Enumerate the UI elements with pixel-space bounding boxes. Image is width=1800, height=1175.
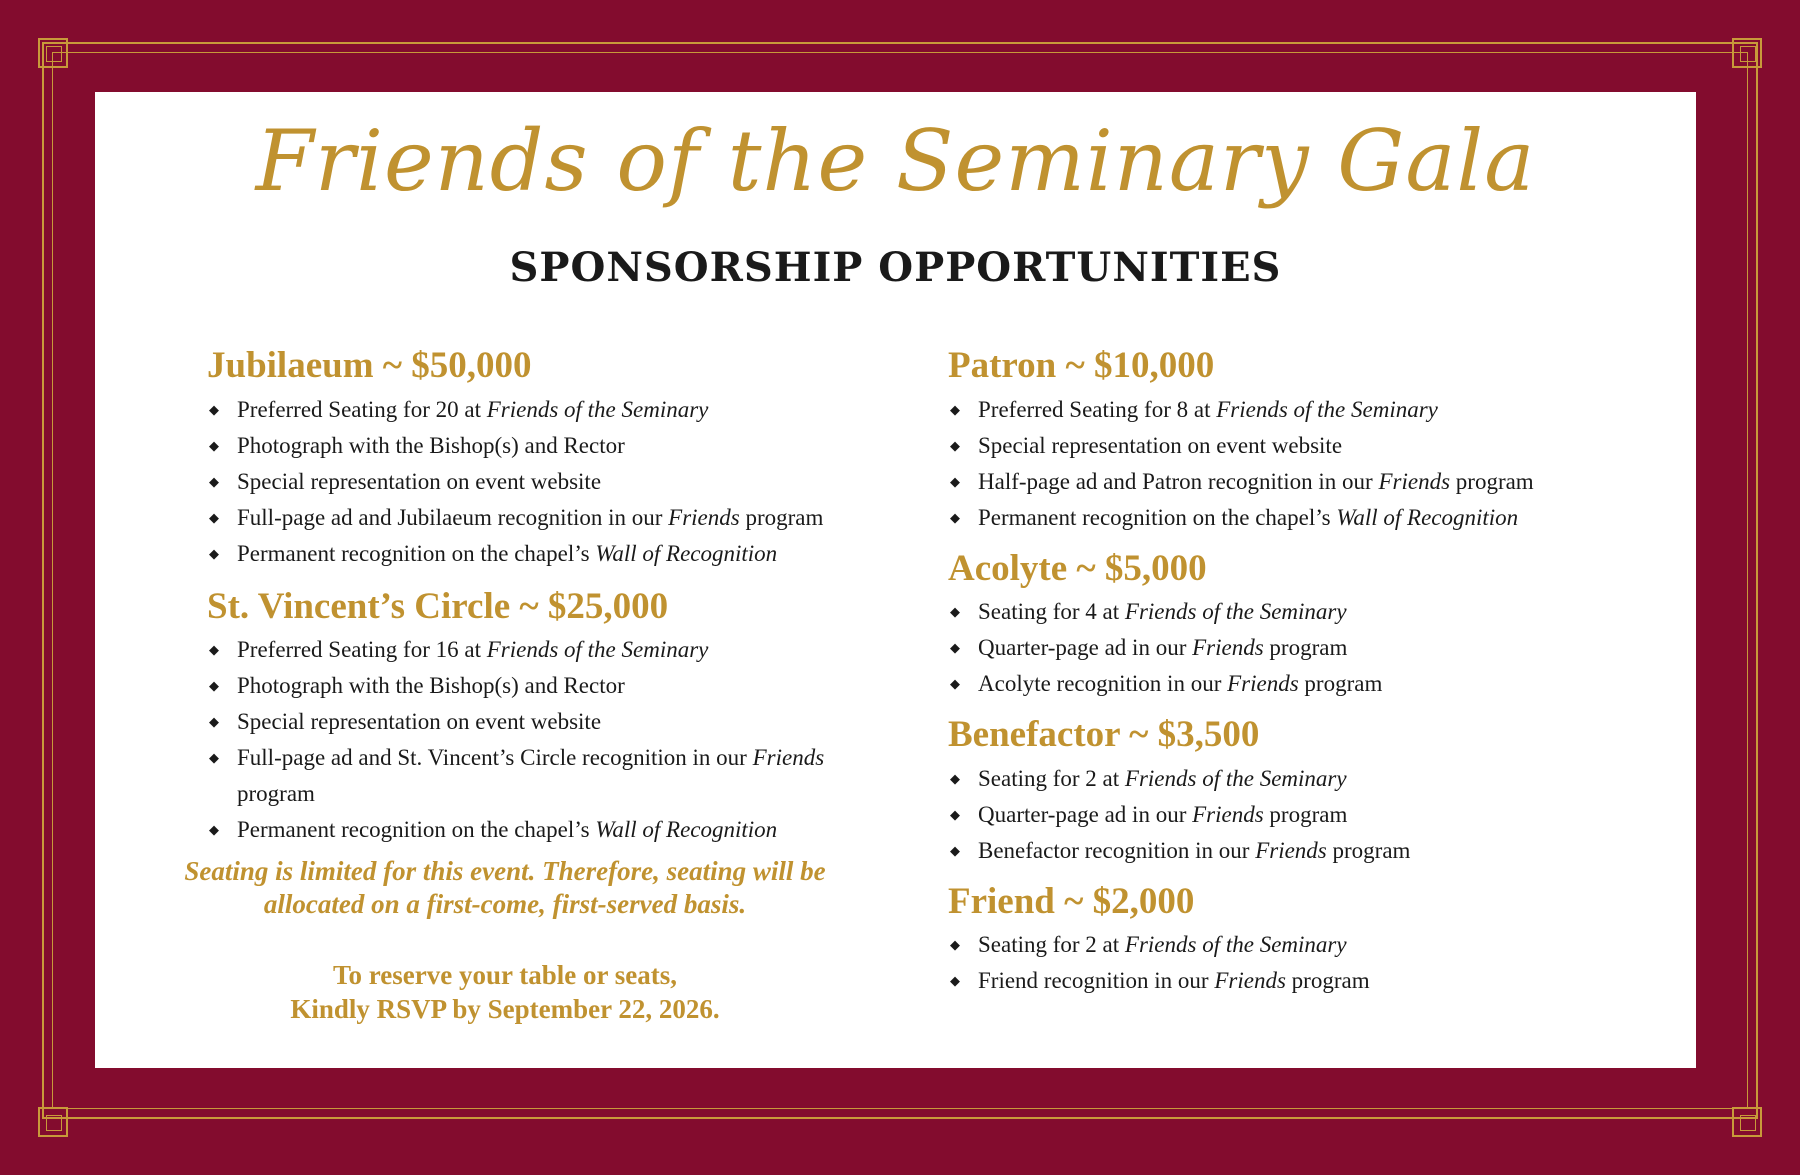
benefit-italic-text: Friends of the Seminary (486, 637, 709, 663)
benefit-item (207, 740, 857, 812)
benefit-item (948, 927, 1648, 963)
diamond-bullet-icon: ◆ (950, 676, 960, 692)
benefit-item (948, 464, 1648, 500)
benefit-text: Special representation on event website (237, 709, 602, 735)
diamond-bullet-icon: ◆ (209, 545, 219, 561)
diamond-bullet-icon: ◆ (209, 509, 219, 525)
benefit-italic-text: Friends (1192, 801, 1264, 827)
tier-heading (207, 586, 927, 629)
benefit-text: Full-page ad and Jubilaeum recognition in our (237, 504, 669, 530)
right-column (948, 345, 1648, 999)
diamond-bullet-icon: ◆ (950, 937, 960, 953)
benefit-item (948, 666, 1648, 702)
benefit-list (207, 632, 927, 848)
tier-amount: ~ $50,000 (382, 345, 532, 386)
tier-amount: ~ $3,500 (1129, 714, 1260, 756)
benefit-text: Seating for 2 at (978, 765, 1125, 791)
benefit-item (207, 812, 857, 848)
benefit-text: Seating for 4 at (978, 599, 1125, 625)
benefit-text-suffix: program (1326, 837, 1411, 863)
benefit-text: Permanent recognition on the chapel’s (237, 817, 596, 843)
benefit-italic-text: Wall of Recognition (1336, 504, 1519, 530)
tier-friend (948, 881, 1648, 1000)
diamond-bullet-icon: ◆ (950, 401, 960, 417)
diamond-bullet-icon: ◆ (209, 642, 219, 658)
benefit-text-suffix: program (739, 504, 824, 530)
benefit-item (948, 761, 1648, 797)
benefit-text: Full-page ad and St. Vincent’s Circle recognition in our (237, 745, 753, 771)
tier-name: St. Vincent’s Circle (207, 585, 511, 627)
benefit-text: Preferred Seating for 8 at (978, 396, 1217, 422)
benefit-item (207, 536, 857, 572)
benefit-text-suffix: program (1285, 968, 1370, 994)
benefit-item (948, 833, 1648, 869)
benefit-italic-text: Friends of the Seminary (1124, 765, 1347, 791)
corner-ornament-bottom-right (1732, 1107, 1762, 1137)
benefit-list (207, 392, 927, 572)
diamond-bullet-icon: ◆ (950, 604, 960, 620)
rsvp-block (155, 958, 855, 1026)
tier-amount: ~ $5,000 (1076, 547, 1207, 589)
benefit-list (948, 927, 1648, 999)
benefit-text-suffix: program (1298, 671, 1383, 697)
benefit-text: Photograph with the Bishop(s) and Rector (237, 432, 625, 458)
rsvp-line-2: Kindly RSVP by September 22, 2026. (290, 994, 720, 1024)
tier-name: Patron (948, 345, 1057, 386)
rsvp-line-1: To reserve your table or seats, (333, 960, 677, 990)
diamond-bullet-icon: ◆ (209, 714, 219, 730)
sponsorship-heading: SPONSORSHIP OPPORTUNITIES (509, 244, 1282, 291)
tier-amount: ~ $25,000 (519, 585, 669, 627)
tier-patron (948, 345, 1648, 536)
benefit-item (207, 464, 857, 500)
benefit-text-suffix: program (237, 781, 315, 807)
diamond-bullet-icon: ◆ (950, 973, 960, 989)
benefit-text: Quarter-page ad in our (978, 635, 1193, 661)
gala-title: Friends of the Seminary Gala (255, 112, 1536, 210)
tier-benefactor (948, 714, 1648, 869)
tier-amount: ~ $2,000 (1064, 880, 1195, 922)
tier-name: Benefactor (948, 714, 1120, 756)
benefit-item (207, 500, 857, 536)
benefit-text: Permanent recognition on the chapel’s (978, 504, 1337, 530)
benefit-italic-text: Friends (1378, 468, 1451, 494)
tier-acolyte (948, 548, 1648, 703)
benefit-italic-text: Friends of the Seminary (486, 396, 709, 422)
benefit-item (207, 392, 857, 428)
corner-ornament-top-left (38, 38, 68, 68)
benefit-list (948, 761, 1648, 869)
benefit-text: Preferred Seating for 16 at (237, 637, 487, 663)
diamond-bullet-icon: ◆ (950, 770, 960, 786)
benefit-text: Seating for 2 at (978, 932, 1125, 958)
benefit-text-suffix: program (1450, 468, 1534, 494)
benefit-text: Preferred Seating for 20 at (237, 396, 487, 422)
benefit-list (948, 392, 1648, 536)
diamond-bullet-icon: ◆ (209, 473, 219, 489)
tier-name: Friend (948, 880, 1055, 922)
tier-st-vincent-s-circle (207, 586, 927, 849)
corner-ornament-top-right (1732, 38, 1762, 68)
benefit-item (207, 632, 857, 668)
benefit-italic-text: Friends of the Seminary (1216, 396, 1438, 422)
diamond-bullet-icon: ◆ (209, 678, 219, 694)
benefit-italic-text: Wall of Recognition (595, 540, 778, 566)
tier-amount: ~ $10,000 (1065, 345, 1215, 386)
benefit-item (207, 668, 857, 704)
tier-name: Jubilaeum (207, 345, 374, 386)
diamond-bullet-icon: ◆ (950, 437, 960, 453)
corner-ornament-bottom-left (38, 1107, 68, 1137)
diamond-bullet-icon: ◆ (950, 473, 960, 489)
benefit-italic-text: Friends (1192, 635, 1264, 661)
diamond-bullet-icon: ◆ (209, 750, 219, 766)
benefit-text: Half-page ad and Patron recognition in our (978, 468, 1379, 494)
benefit-italic-text: Friends of the Seminary (1124, 599, 1347, 625)
tier-heading (948, 714, 1648, 757)
benefit-text: Special representation on event website (237, 468, 602, 494)
benefit-text: Quarter-page ad in our (978, 801, 1193, 827)
diamond-bullet-icon: ◆ (209, 401, 219, 417)
benefit-text: Friend recognition in our (978, 968, 1215, 994)
benefit-text-suffix: program (1263, 635, 1348, 661)
benefit-item (948, 392, 1648, 428)
benefit-italic-text: Wall of Recognition (595, 817, 778, 843)
diamond-bullet-icon: ◆ (209, 822, 219, 838)
tier-jubilaeum (207, 345, 927, 572)
benefit-list (948, 594, 1648, 702)
benefit-text: Permanent recognition on the chapel’s (237, 540, 596, 566)
benefit-item (948, 630, 1648, 666)
benefit-italic-text: Friends (1214, 968, 1286, 994)
seating-limited-note: Seating is limited for this event. Therefore, seating will be allocated on a first-come, first-served basis. (184, 856, 826, 919)
diamond-bullet-icon: ◆ (950, 509, 960, 525)
benefit-item (948, 963, 1648, 999)
benefit-item (207, 428, 857, 464)
tier-heading (948, 881, 1648, 924)
benefit-italic-text: Friends (1227, 671, 1299, 697)
benefit-italic-text: Friends (1255, 837, 1327, 863)
content-panel (95, 92, 1696, 1068)
tier-heading (948, 345, 1648, 388)
benefit-text: Benefactor recognition in our (978, 837, 1256, 863)
benefit-item (948, 594, 1648, 630)
benefit-text-suffix: program (1263, 801, 1348, 827)
diamond-bullet-icon: ◆ (209, 437, 219, 453)
diamond-bullet-icon: ◆ (950, 842, 960, 858)
benefit-text: Acolyte recognition in our (978, 671, 1228, 697)
tier-heading (948, 548, 1648, 591)
tier-name: Acolyte (948, 547, 1068, 589)
benefit-text: Special representation on event website (978, 432, 1343, 458)
left-column (207, 345, 927, 848)
benefit-item (948, 500, 1648, 536)
diamond-bullet-icon: ◆ (950, 640, 960, 656)
benefit-item (948, 797, 1648, 833)
benefit-italic-text: Friends (668, 504, 740, 530)
benefit-item (948, 428, 1648, 464)
benefit-italic-text: Friends (752, 745, 825, 771)
tier-heading (207, 345, 927, 388)
diamond-bullet-icon: ◆ (950, 806, 960, 822)
benefit-item (207, 704, 857, 740)
benefit-text: Photograph with the Bishop(s) and Rector (237, 673, 625, 699)
benefit-italic-text: Friends of the Seminary (1124, 932, 1347, 958)
